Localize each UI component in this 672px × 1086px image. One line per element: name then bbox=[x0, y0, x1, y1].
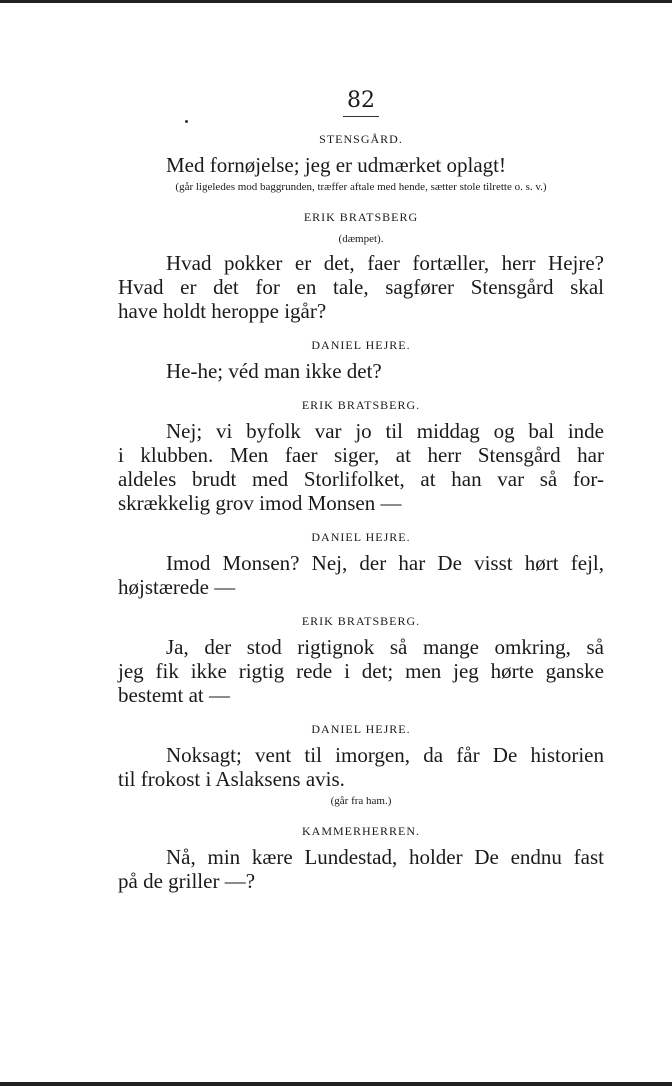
speech-line: i klubben. Men faer siger, at herr Stensgård har bbox=[118, 443, 604, 467]
speech-line: jeg fik ikke rigtig rede i det; men jeg hørte ganske bbox=[118, 659, 604, 683]
page-content bbox=[118, 131, 604, 893]
speaker-name: ERIK BRATSBERG bbox=[303, 210, 419, 224]
stage-direction: (dæmpet). bbox=[338, 233, 384, 245]
speech-block bbox=[118, 251, 604, 323]
speaker-name: DANIEL HEJRE. bbox=[311, 530, 411, 544]
scan-bottom-edge bbox=[0, 1082, 672, 1086]
speech-block bbox=[118, 419, 604, 515]
speech-line: Imod Monsen? Nej, der har De visst hørt fejl, bbox=[166, 551, 604, 575]
book-page bbox=[118, 88, 604, 895]
page-number-rule bbox=[343, 116, 379, 117]
speech-line: He-he; véd man ikke det? bbox=[166, 359, 382, 383]
speech-line: højstærede — bbox=[118, 575, 236, 599]
speech-block bbox=[118, 551, 604, 599]
stage-direction: (går fra ham.) bbox=[330, 795, 392, 807]
speech-line: på de griller —? bbox=[118, 869, 256, 893]
speaker-name: DANIEL HEJRE. bbox=[311, 338, 411, 352]
speech-block bbox=[118, 359, 604, 383]
speaker-name: STENSGÅRD. bbox=[319, 132, 403, 146]
speech-block bbox=[118, 635, 604, 707]
speech-line: aldeles brudt med Storlifolket, at han var så for- bbox=[118, 467, 604, 491]
speech-line: Nå, min kære Lundestad, holder De endnu fast bbox=[166, 845, 604, 869]
speech-line: have holdt heroppe igår? bbox=[118, 299, 327, 323]
speech-block bbox=[118, 845, 604, 893]
speaker-name: ERIK BRATSBERG. bbox=[301, 398, 421, 412]
scan-top-edge bbox=[0, 0, 672, 3]
stage-direction: (går ligeledes mod baggrunden, træffer aftale med hende, sætter stole tilrette o. s. v.) bbox=[175, 181, 547, 193]
speech-block bbox=[118, 153, 604, 177]
speech-block bbox=[118, 743, 604, 791]
speech-line: Nej; vi byfolk var jo til middag og bal inde bbox=[166, 419, 604, 443]
speech-line: Ja, der stod rigtignok så mange omkring, så bbox=[166, 635, 604, 659]
speech-line: Noksagt; vent til imorgen, da får De historien bbox=[166, 743, 604, 767]
speech-line: skrækkelig grov imod Monsen — bbox=[118, 491, 402, 515]
speech-line: Hvad er det for en tale, sagfører Stensgård skal bbox=[118, 275, 604, 299]
speaker-name: KAMMERHERREN. bbox=[301, 824, 420, 838]
speech-line: Med fornøjelse; jeg er udmærket oplagt! bbox=[166, 153, 506, 177]
speaker-name: ERIK BRATSBERG. bbox=[301, 614, 421, 628]
speech-line: Hvad pokker er det, faer fortæller, herr Hejre? bbox=[166, 251, 604, 275]
speech-line: bestemt at — bbox=[118, 683, 230, 707]
speaker-name: DANIEL HEJRE. bbox=[311, 722, 411, 736]
page-number: 82 bbox=[347, 88, 375, 113]
speech-line: til frokost i Aslaksens avis. bbox=[118, 767, 345, 791]
